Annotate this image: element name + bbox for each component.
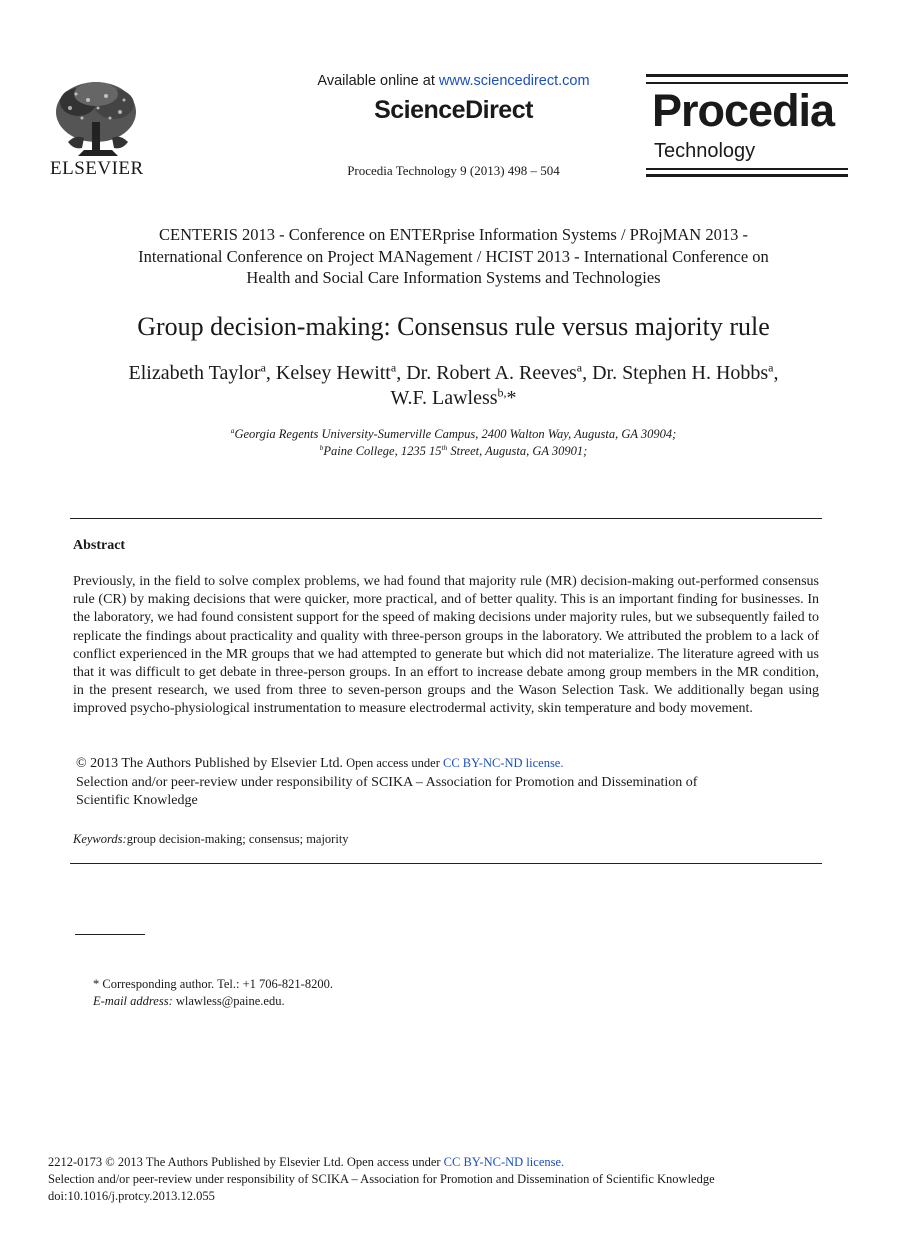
author-affil-sup: a: [768, 360, 774, 375]
procedia-subtitle: Technology: [654, 140, 756, 162]
keywords-text: group decision-making; consensus; majority: [126, 832, 349, 846]
conference-line: CENTERIS 2013 - Conference on ENTERprise Information Systems / PRojMAN 2013 -: [159, 225, 748, 244]
author-affil-sup: b,: [497, 385, 507, 400]
footnote-rule: [75, 934, 145, 935]
author-name: Dr. Stephen H. Hobbs: [592, 362, 769, 384]
corresponding-author: * Corresponding author. Tel.: +1 706-821-8200.: [93, 977, 333, 991]
page-footer: [48, 1154, 715, 1205]
keywords: [73, 832, 349, 847]
conference-line: Health and Social Care Information Systems and Technologies: [246, 268, 661, 287]
procedia-logo: Procedia: [652, 85, 835, 136]
footer-copyright: 2212-0173 © 2013 The Authors Published by Elsevier Ltd. Open access under: [48, 1155, 444, 1169]
journal-reference: Procedia Technology 9 (2013) 498 – 504: [347, 163, 560, 178]
author-affil-sup: a: [260, 360, 266, 375]
author-name: Dr. Robert A. Reeves: [406, 362, 577, 384]
copyright-notice: [76, 754, 816, 811]
affiliations: [60, 426, 847, 460]
footer-peer-review: Selection and/or peer-review under responsibility of SCIKA – Association for Promotion and Dissemination of Scientific Knowledge: [48, 1172, 715, 1186]
email-label: E-mail address:: [93, 994, 173, 1008]
license-link[interactable]: CC BY-NC-ND license.: [443, 756, 564, 770]
corresponding-star: *: [506, 387, 517, 409]
affiliation-a: $^a$Georgia Regents University-Sumerville Campus, 2400 Walton Way, Augusta, GA 30904;: [230, 425, 677, 441]
available-prefix: Available online at: [317, 73, 439, 89]
author-name: Elizabeth Taylor: [128, 362, 261, 384]
peer-review-line: Selection and/or peer-review under responsibility of SCIKA – Association for Promotion and Dissemination of: [76, 774, 698, 790]
keywords-label: Keywords:: [73, 832, 127, 846]
procedia-rule: [646, 174, 848, 177]
open-access-text: Open access under: [343, 756, 443, 770]
email-address[interactable]: wlawless@paine.edu.: [172, 994, 285, 1008]
sciencedirect-logo: ScienceDirect: [374, 96, 533, 124]
author-name: W.F. Lawless: [390, 387, 498, 409]
copyright-main: © 2013 The Authors Published by Elsevier Ltd.: [76, 756, 344, 771]
footer-license-link[interactable]: CC BY-NC-ND license.: [443, 1155, 565, 1169]
paper-title: Group decision-making: Consensus rule versus majority rule: [137, 312, 770, 341]
affiliation-b: $^b$Paine College, 1235 15th Street, Augusta, GA 30901;: [319, 442, 588, 458]
sciencedirect-link[interactable]: www.sciencedirect.com: [438, 73, 590, 89]
author-list: Elizabeth Taylor$^a$, Kelsey Hewitt$^a$, Dr. Robert A. Reeves$^a$, Dr. Stephen H. Hobbs$^a$, W.F. Lawless$^{b,}$*: [128, 360, 779, 409]
conference-info: [80, 224, 827, 289]
author-name: Kelsey Hewitt: [275, 362, 391, 384]
footer-doi: doi:10.1016/j.protcy.2013.12.055: [48, 1189, 215, 1203]
author-affil-sup: a: [576, 360, 583, 375]
procedia-rule: [646, 168, 848, 170]
divider: [70, 863, 822, 864]
elsevier-wordmark: ELSEVIER: [50, 158, 144, 179]
divider: [70, 518, 822, 519]
footnote: [93, 976, 333, 1010]
procedia-rule: [646, 74, 848, 77]
peer-review-line: Scientific Knowledge: [76, 793, 198, 808]
author-affil-sup: a: [390, 360, 397, 375]
abstract-heading: Abstract: [73, 538, 126, 553]
abstract-body: Previously, in the field to solve complex problems, we had found that majority rule (MR) decision-making out-performed consensus rule (CR) by making decisions that were quicker, more practical, and of better quality. This is an important finding for businesses. In the laboratory, we had found consistent support for the speed of making decisions under majority rules, but we subsequently failed to replicate the findings about practicality and quality with three-person groups in the laboratory. We attributed the problem to a lack of conflict experienced in the MR groups that we had attempted to generate but which did not materialize. The literature agreed with us that it was difficult to get debate in three-person groups. In an effort to increase debate among group members in the MR condition, in the present research, we used from three to seven-person groups and the Wason Selection Task. We additionally began using improved psycho-physiological instrumentation to measure electrodermal activity, skin temperature and body movement.: [73, 574, 819, 717]
conference-line: International Conference on Project MANagement / HCIST 2013 - International Conference on: [138, 246, 769, 266]
